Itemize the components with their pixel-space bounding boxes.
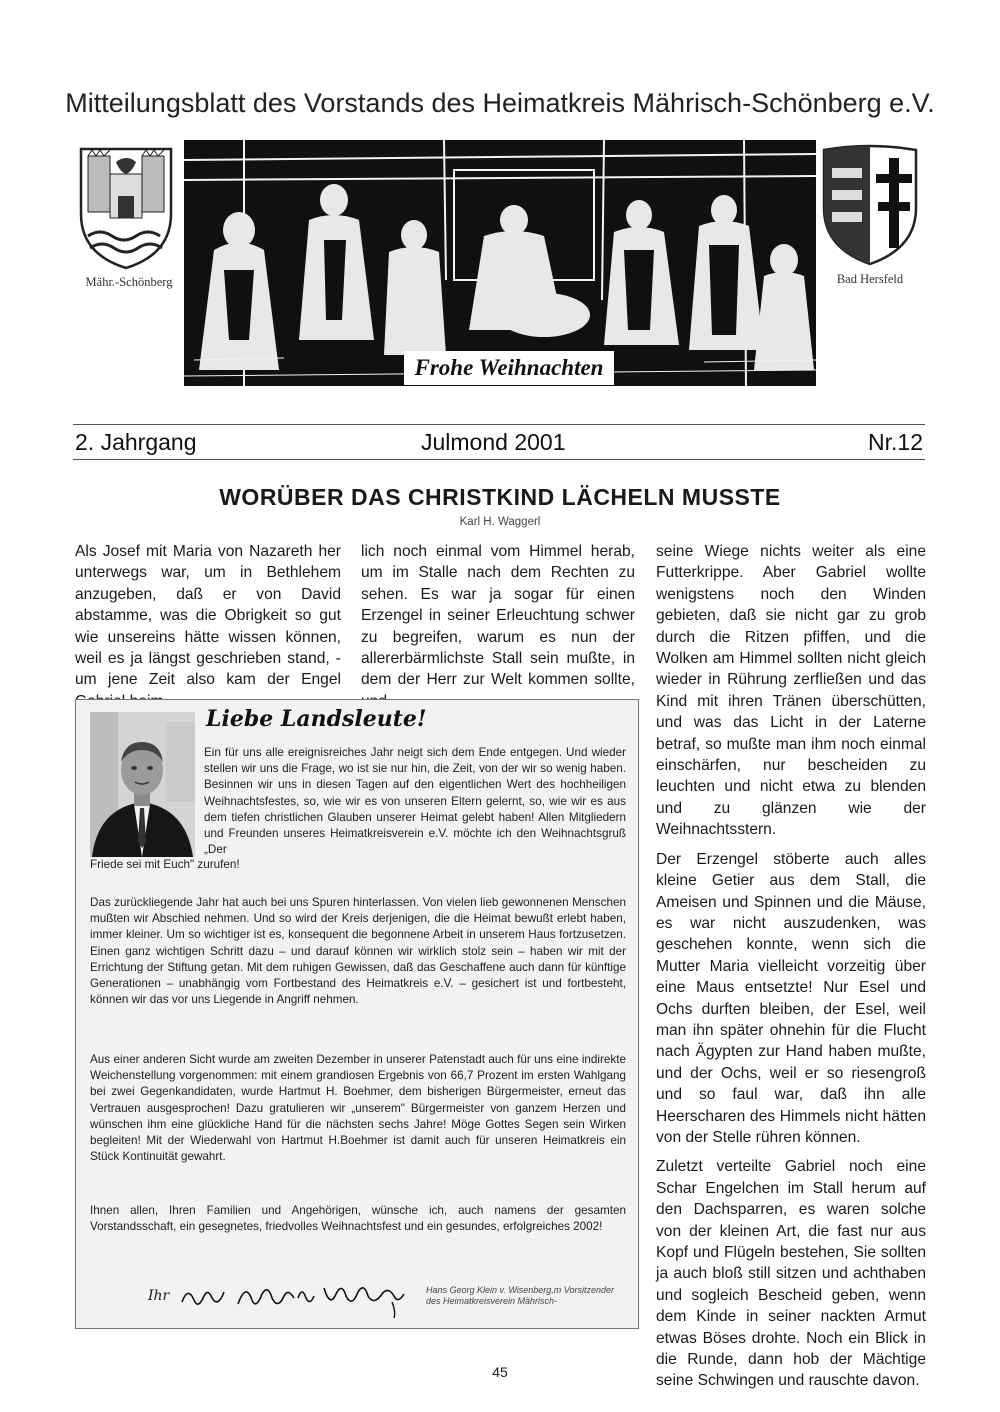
article-paragraph: Zuletzt verteilte Gabriel noch eine Schar Engelchen im Stall herum auf den Dachsparren, es waren solche von der kleinen Art, die fast nur aus Kopf und Flügeln bestehen, Sie sollten ja auch bloß still sitzen und achthaben und sogleich Bescheid geben, wenn dem Kinde in seiner nackten Armut etwas Böses drohte. Noch ein Blick in die Runde, dann hob der Mächtige seine Schwingen und rauschte davon.	[656, 1158, 926, 1390]
volume-label: 2. Jahrgang	[75, 429, 197, 455]
issue-bar	[73, 424, 925, 460]
article-paragraph: seine Wiege nichts weiter als eine Futterkrippe. Aber Gabriel wollte wenigstens noch den Winden gebieten, daß sie nicht gar zu grob durch die Ritzen pfiffen, und die Wolken am Himmel sollten nicht gleich wieder in Rührung zerfließen und das Kind mit ihren Tränen überschütten, und was das Licht in der Laterne betraf, so mußte man ihm noch einmal einschärfen, nur bescheiden zu leuchten und nicht etwa zu blenden und zu glänzen wie der Weihnachtsstern.	[656, 543, 926, 839]
letter-paragraph: Ihnen allen, Ihren Familien und Angehörigen, wünsche ich, auch namens der gesamten Vorstandsschaft, ein gesegnetes, friedvolles Weihnachtsfest und ein gesundes, erfolgreiches 2002!	[90, 1204, 626, 1234]
letter-intro-end	[90, 857, 630, 873]
letter-paragraph: Das zurückliegende Jahr hat auch bei uns Spuren hinterlassen. Von vielen lieb gewonnenen Menschen mußten wir Abschied nehmen. Und so wird der Kreis derjenigen, die die Heimat bewußt erlebt haben, immer kleiner. Um so wichtiger ist es, konsequent die begonnene Arbeit in unserem Haus fortzusetzen. Einen ganz wichtigen Schritt dazu – und darauf können wir wirklich stolz sein – haben wir mit der Errichtung der Stiftung getan. Mit dem ruhigen Gewissen, daß das Geschaffene auch dann für künftige Generationen – unabhängig vom Fortbestand des Heimatkreis e.V. – gesichert ist und fortbesteht, können wir das vor uns Liegende in Angriff nehmen.	[90, 896, 626, 1007]
letter-paragraph: Ein für uns alle ereignisreiches Jahr neigt sich dem Ende entgegen. Und wieder stellen wir uns die Frage, wo ist sie nur hin, die Zeit, von der wir so wenig haben. Besinnen wir uns in diesen Tagen auf den eigentlichen Wert des hochheiligen Weihnachtsfestes, so, wie wir es von unseren Eltern gelernt, so, wie wir es aus dem tiefen christlichen Glauben unserer Heimat gelebt haben! Allen Mitgliedern und Freunden unseres Heimatkreisverein e.V. möchte ich den Weihnachtsgruß „Der	[204, 746, 626, 857]
article-column-3	[656, 541, 926, 1392]
letter-paragraph-3	[90, 1052, 626, 1165]
chairman-portrait	[90, 712, 195, 857]
handwritten-signature	[178, 1276, 418, 1318]
letter-greeting: Liebe Landsleute!	[206, 706, 427, 732]
banner-caption: Frohe Weihnachten	[404, 351, 614, 385]
letter-intro	[204, 745, 626, 858]
article-column-1	[75, 541, 341, 712]
masthead-title: Mitteilungsblatt des Vorstands des Heimatkreis Mährisch-Schönberg e.V.	[65, 88, 935, 118]
article-paragraph: Der Erzengel stöberte auch alles kleine Getier aus dem Stall, die Ameisen und Spinnen und die Mäuse, es war nicht auszudenken, was geschehen konnte, wenn sich die Mutter Maria vielleicht vorzeitig über eine Maus entsetzte! Nur Esel und Ochs durften bleiben, der Esel, weil man ihn später ohnehin für die Flucht nach Ägypten zur Hand haben mußte, und der Ochs, weil er so riesengroß und so faul war, daß ihn alle Heerscharen des Himmels nicht hätten von der Stelle rühren können.	[656, 850, 926, 1146]
article-author: Karl H. Waggerl	[459, 516, 541, 528]
page-number: 45	[492, 1364, 508, 1380]
article-title: WORÜBER DAS CHRISTKIND LÄCHELN MUSSTE	[219, 484, 781, 510]
issue-number: Nr.12	[868, 429, 923, 455]
bad-hersfeld-crest-icon	[820, 144, 920, 268]
letter-paragraph-4	[90, 1203, 626, 1235]
letter-paragraph-2	[90, 895, 626, 1008]
signature-caption: Hans Georg Klein v. Wisenberg,m Vorsitzender des Heimatkreisverein Mährisch-	[426, 1285, 614, 1306]
article-paragraph: Als Josef mit Maria von Nazareth her unterwegs war, um in Bethlehem anzugeben, daß er von David abstamme, was die Obrigkeit so gut wie unsereins hätte wissen können, weil es ja längst geschrieben stand, - um jene Zeit also kam der Engel	[75, 543, 341, 689]
issue-month: Julmond 2001	[421, 429, 566, 455]
nativity-woodcut-banner	[184, 140, 816, 386]
letter-closing: Ihr	[148, 1288, 170, 1304]
article-column-2	[361, 541, 635, 712]
letter-paragraph: Friede sei mit Euch" zurufen!	[90, 858, 240, 871]
right-crest-caption: Bad Hersfeld	[836, 272, 904, 286]
left-crest-caption: Mähr.-Schönberg	[85, 275, 173, 289]
maehrisch-schoenberg-crest-icon	[76, 144, 176, 272]
letter-paragraph: Aus einer anderen Sicht wurde am zweiten Dezember in unserer Patenstadt auch für uns eine indirekte Weichenstellung vorgenommen: mit einem grandiosen Ergebnis von 66,7 Prozent im ersten Wahlgang bei zwei Gegenkandidaten, wurde Hartmut H. Boehmer, dem bisherigen Bürgermeister, erneut das Vertrauen ausgesprochen! Dazu gratulieren wir „unserem" Bürgermeister von ganzem Herzen und wünschen ihm eine glückliche Hand für die nächsten sechs Jahre! Möge Gottes Segen sein Wirken begleiten! Mit der Wiederwahl von Hartmut H.Boehmer ist damit auch für unseren Heimatkreis ein Stück Kontinuität gewahrt.	[90, 1053, 626, 1164]
article-paragraph: lich noch einmal vom Himmel herab, um im Stalle nach dem Rechten zu sehen. Es war ja sogar für einen Erzengel in seiner Erleuchtung schwer zu begreifen, warum es nun der allererbärmlichste Stall sein mußte, in dem der Herr zur Welt kommen sollte,	[361, 543, 635, 689]
